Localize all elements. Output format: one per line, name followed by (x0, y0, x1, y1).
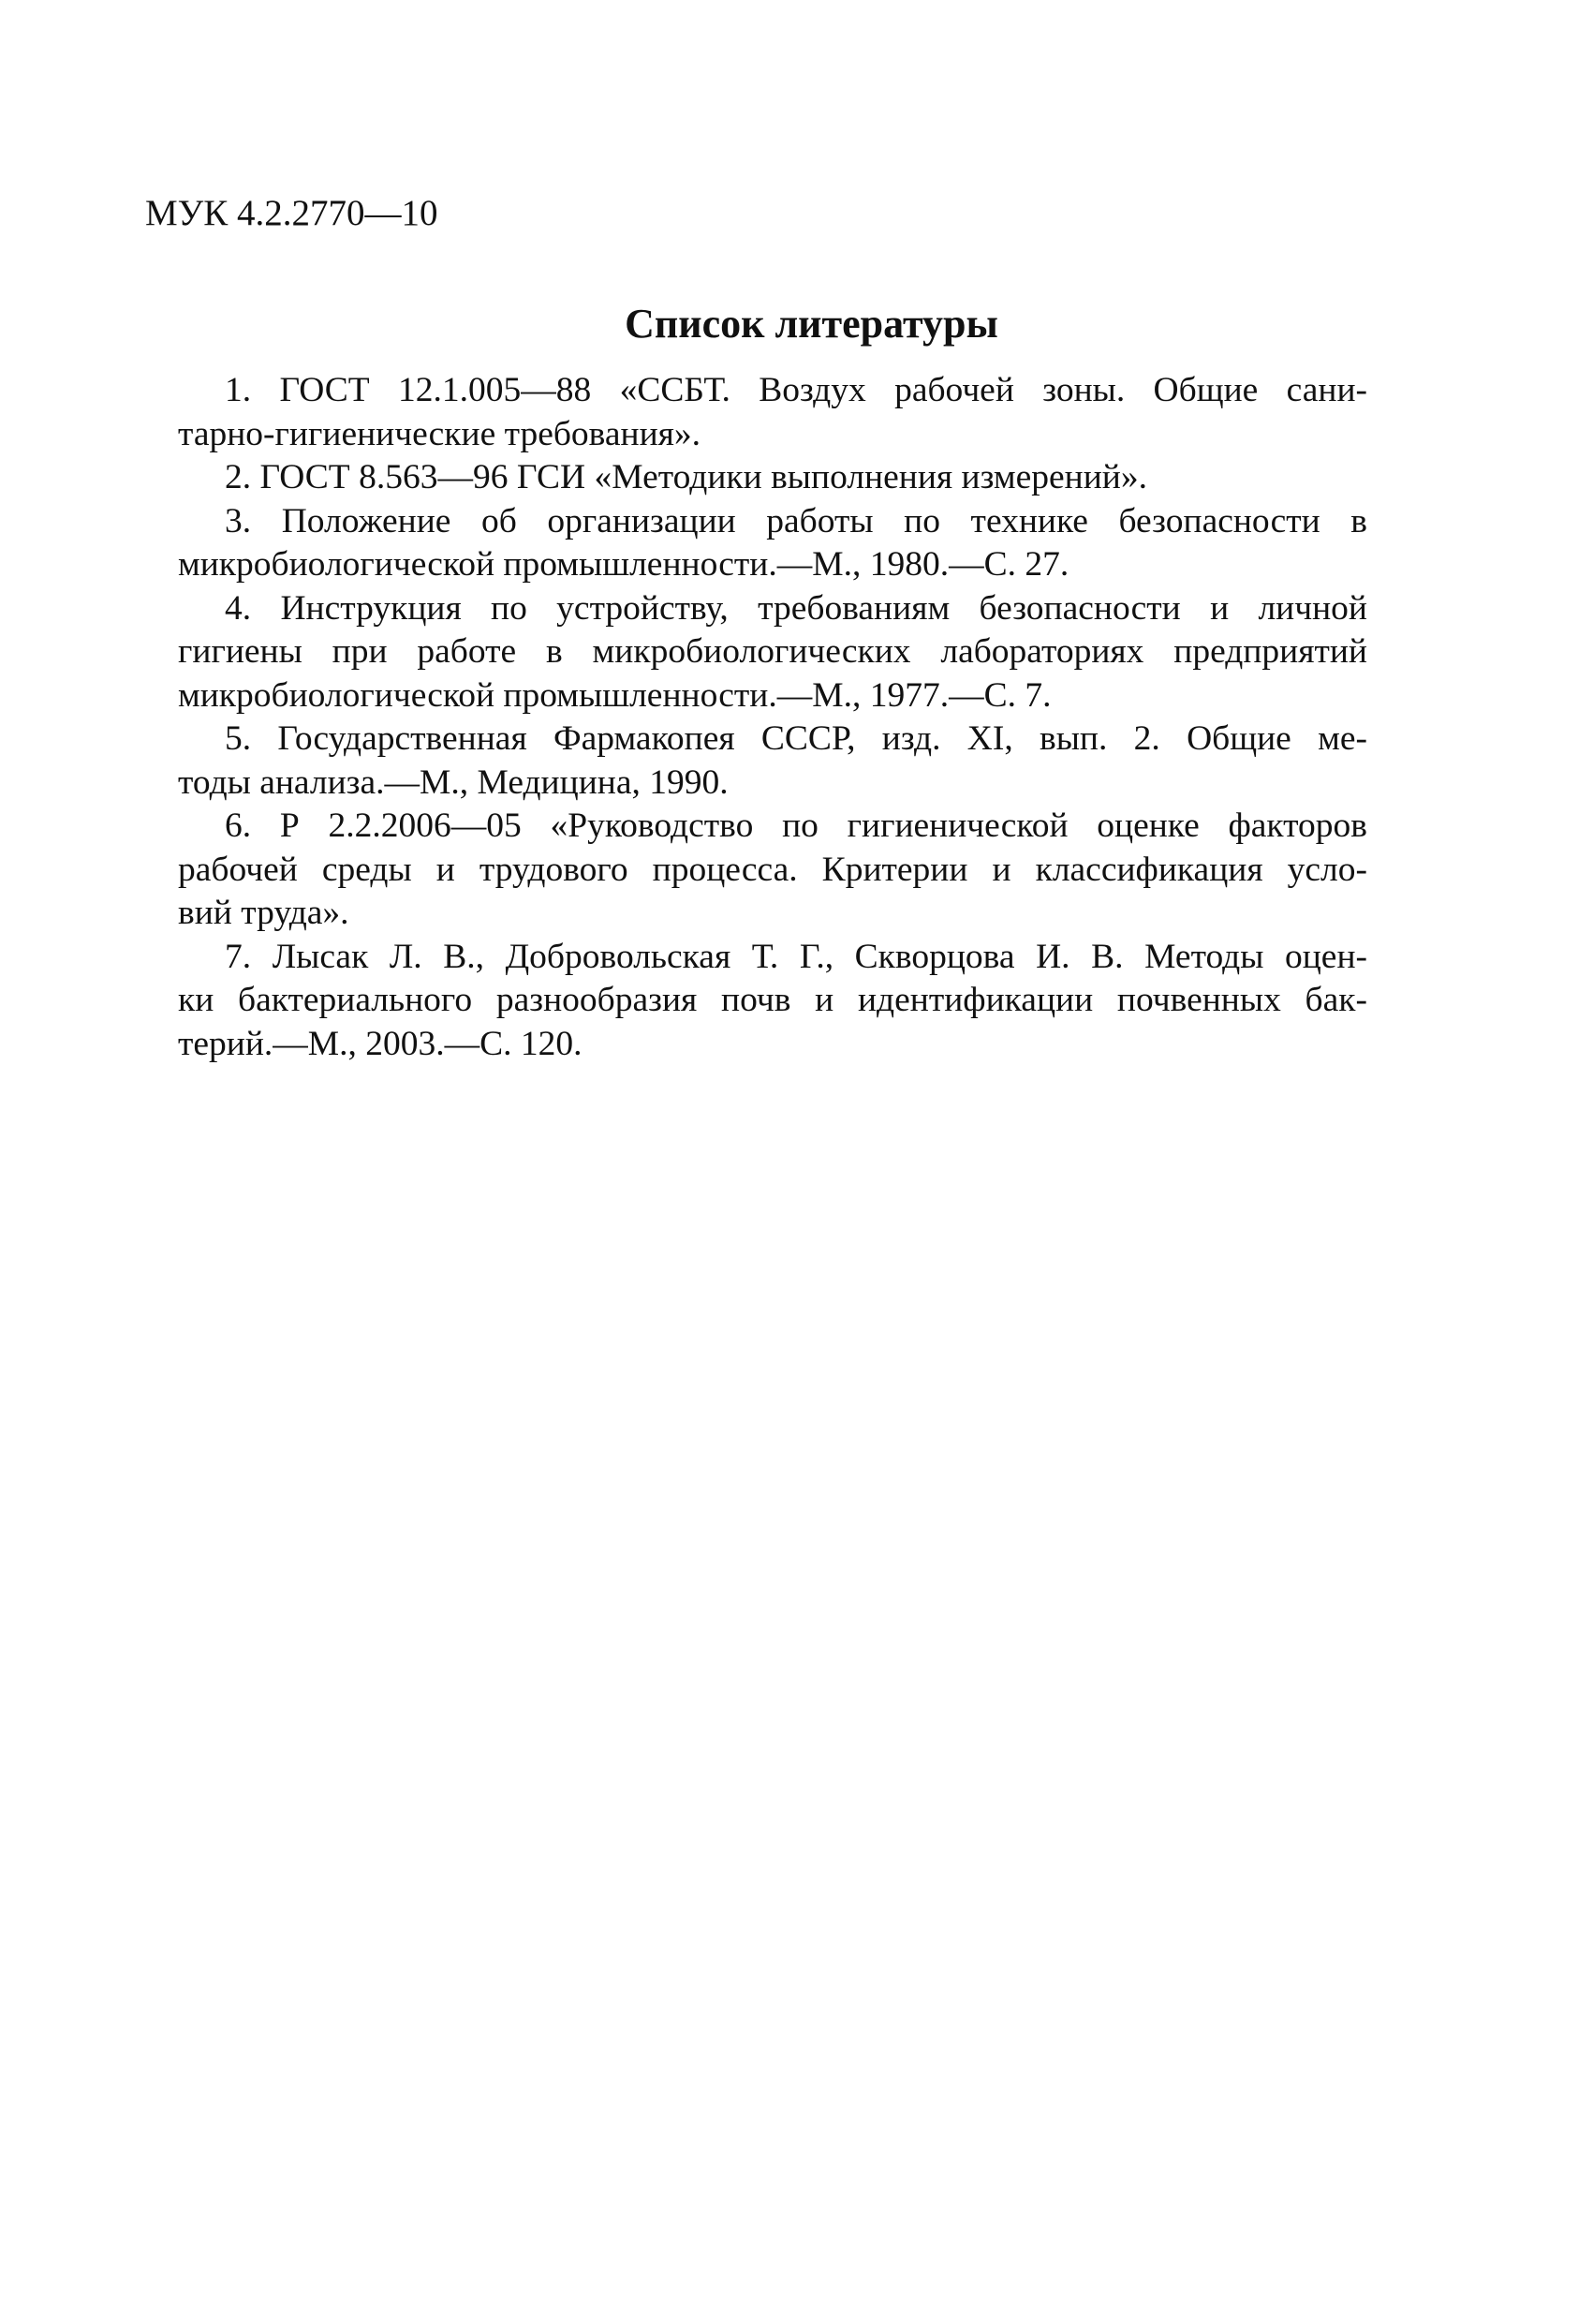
reference-line: 6. Р 2.2.2006—05 «Руководство по гигиенической оценке факторов (225, 807, 1367, 845)
reference-list (178, 369, 1367, 1066)
reference-item (178, 587, 1367, 718)
reference-line: 3. Положение об организации работы по технике безопасности в (225, 501, 1367, 540)
reference-line: 4. Инструкция по устройству, требованиям безопасности и личной (225, 588, 1367, 628)
reference-line: рабочей среды и трудового процесса. Критерии и классификация усло- (178, 850, 1367, 889)
reference-line: 5. Государственная Фармакопея СССР, изд. XI, вып. 2. Общие ме- (225, 719, 1367, 758)
reference-item (178, 369, 1367, 456)
reference-item (178, 456, 1367, 500)
reference-line: терий.—М., 2003.—С. 120. (178, 1024, 583, 1063)
reference-line: тоды анализа.—М., Медицина, 1990. (178, 762, 729, 802)
reference-item (178, 805, 1367, 936)
reference-item (178, 936, 1367, 1067)
reference-line: микробиологической промышленности.—М., 1980.—С. 27. (178, 545, 1069, 584)
reference-line: 2. ГОСТ 8.563—96 ГСИ «Методики выполнения измерений». (225, 458, 1147, 496)
page-title: Список литературы (625, 301, 998, 347)
reference-line: гигиены при работе в микробиологических лабораториях предприятий (178, 632, 1367, 671)
reference-line: вий труда». (178, 894, 349, 932)
reference-item (178, 718, 1367, 805)
reference-line: 1. ГОСТ 12.1.005—88 «ССБТ. Воздух рабочей зоны. Общие сани- (225, 371, 1367, 409)
reference-line: тарно-гигиенические требования». (178, 414, 701, 453)
reference-line: 7. Лысак Л. В., Добровольская Т. Г., Скворцова И. В. Методы оцен- (225, 937, 1367, 976)
reference-item (178, 500, 1367, 587)
document-code: МУК 4.2.2770—10 (145, 193, 438, 233)
reference-line: ки бактериального разнообразия почв и идентификации почвенных бак- (178, 981, 1367, 1019)
reference-line: микробиологической промышленности.—М., 1977.—С. 7. (178, 675, 1052, 715)
